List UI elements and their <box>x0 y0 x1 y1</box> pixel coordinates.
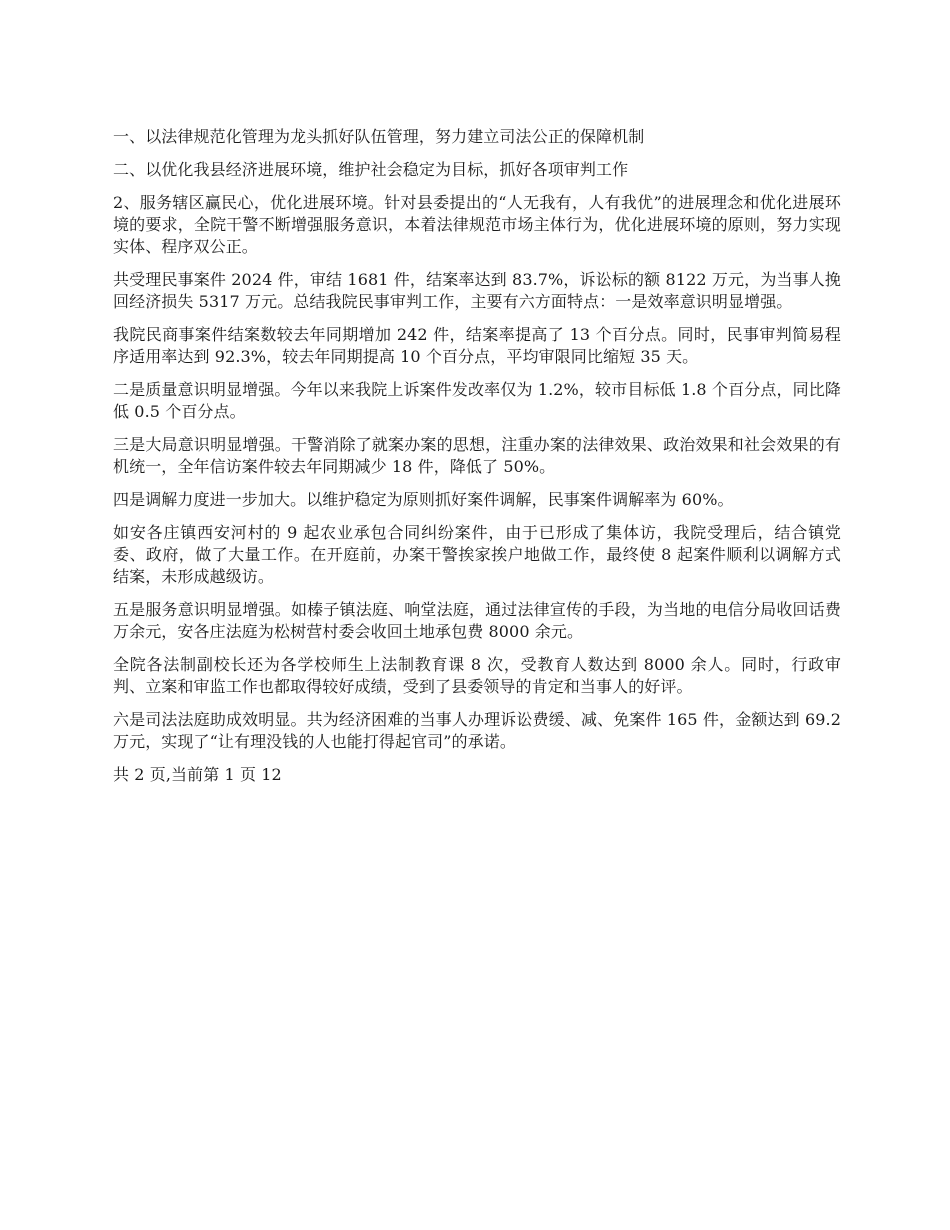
paragraph-mediation-example: 如安各庄镇西安河村的 9 起农业承包合同纠纷案件，由于已形成了集体访，我院受理后，结合镇党委、政府，做了大量工作。在开庭前，办案干警挨家挨户地做工作，最终使 8 起案件顺利以调解方式结案，未形成越级访。 <box>113 523 841 586</box>
paragraph-legal-education: 全院各法制副校长还为各学校师生上法制教育课 8 次，受教育人数达到 8000 余人。同时，行政审判、立案和审监工作也都取得较好成绩，受到了县委领导的肯定和当事人的好评。 <box>113 655 841 696</box>
paragraph-civil-cases-stats: 共受理民事案件 2024 件，审结 1681 件，结案率达到 83.7%，诉讼标的额 8122 万元，为当事人挽回经济损失 5317 万元。总结我院民事审判工作，主要有六方面特点：一是效率意识明显增强。 <box>113 270 841 311</box>
paragraph-judicial-aid: 六是司法法庭助成效明显。共为经济困难的当事人办理诉讼费缓、减、免案件 165 件，金额达到 69.2 万元，实现了“让有理没钱的人也能打得起官司”的承诺。 <box>113 710 841 751</box>
paragraph-quality-awareness: 二是质量意识明显增强。今年以来我院上诉案件发改率仅为 1.2%，较市目标低 1.8 个百分点，同比降低 0.5 个百分点。 <box>113 380 841 421</box>
page-footer: 共 2 页,当前第 1 页 12 <box>113 765 282 784</box>
paragraph-overall-awareness: 三是大局意识明显增强。干警消除了就案办案的思想，注重办案的法律效果、政治效果和社会效果的有机统一，全年信访案件较去年同期减少 18 件，降低了 50%。 <box>113 435 841 476</box>
heading-section-two: 二、以优化我县经济进展环境，维护社会稳定为目标，抓好各项审判工作 <box>113 160 629 179</box>
paragraph-service-environment: 2、服务辖区赢民心，优化进展环境。针对县委提出的“人无我有，人有我优”的进展理念和优化进展环境的要求，全院干警不断增强服务意识，本着法律规范市场主体行为，优化进展环境的原则，努力实现实体、程序双公正。 <box>113 193 841 256</box>
document-body <box>113 126 841 797</box>
paragraph-service-awareness: 五是服务意识明显增强。如榛子镇法庭、响堂法庭，通过法律宣传的手段，为当地的电信分局收回话费万余元，安各庄法庭为松树营村委会收回土地承包费 8000 余元。 <box>113 600 841 641</box>
heading-section-one: 一、以法律规范化管理为龙头抓好队伍管理，努力建立司法公正的保障机制 <box>113 127 645 146</box>
paragraph-mediation: 四是调解力度进一步加大。以维护稳定为原则抓好案件调解，民事案件调解率为 60%。 <box>113 490 734 509</box>
paragraph-commercial-cases: 我院民商事案件结案数较去年同期增加 242 件，结案率提高了 13 个百分点。同时，民事审判简易程序适用率达到 92.3%，较去年同期提高 10 个百分点，平均审限同比缩短 35 天。 <box>113 325 841 366</box>
